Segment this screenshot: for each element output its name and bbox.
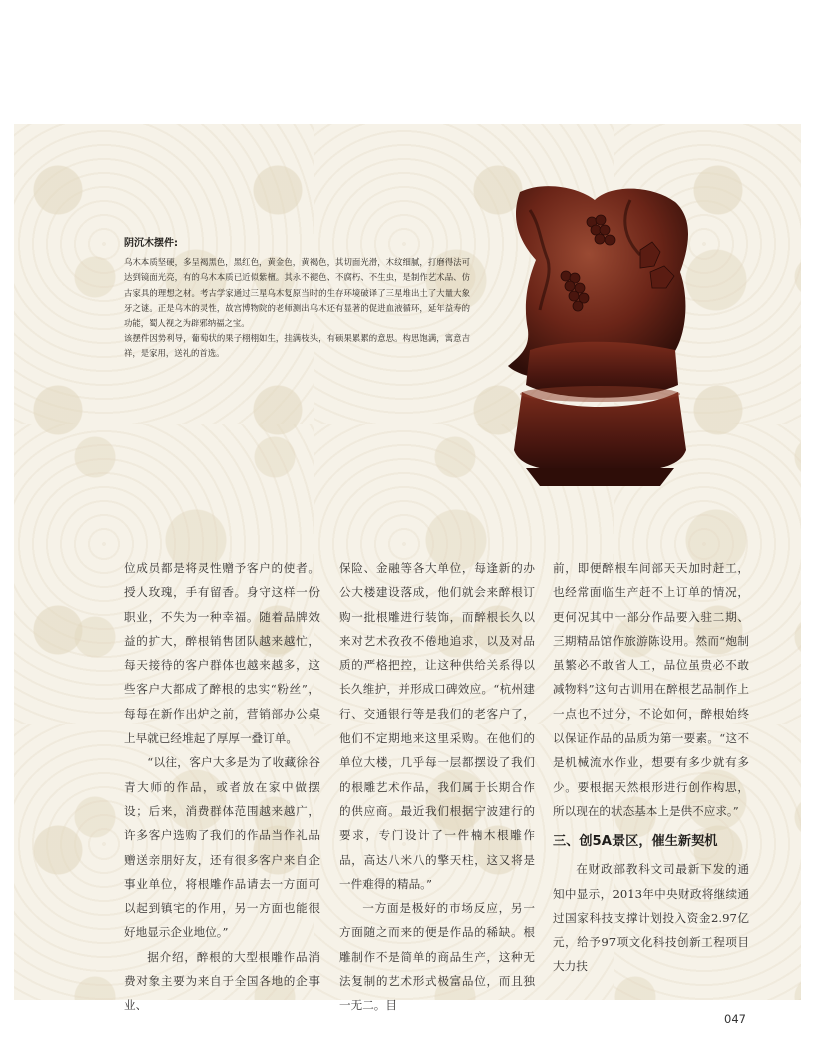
col1-paragraph-3: 据介绍，醉根的大型根雕作品消费对象主要为来自于全国各地的企事业、 — [124, 949, 320, 1013]
col3-paragraph-1: 前，即便醉根车间部天天加时赶工，也经常面临生产赶不上订单的情况，更何况其中一部分作品要入驻二期、三期精品馆作旅游陈设用。然而“炮制虽繁必不敢省人工，品位虽贵必不敢减物料”这句古训用在醉根艺品制作上一点也不过分，不论如何，醉根始终以保证作品的品质为第一要素。“这不是机械流水作业，想要有多少就有多少。要根据天然根形进行创作构思，所以现在的状态基本上是供不应求。” — [553, 561, 749, 818]
section-heading: 三、创5A景区，催生新契机 — [553, 834, 718, 850]
col1-paragraph-1: 位成员都是将灵性赠予客户的使者。授人玫瑰，手有留香。身守这样一份职业，不失为一种幸福。随着品牌效益的扩大，醉根销售团队越来越忙，每天接待的客户群体也越来越多，这些客户大都成了醉根的忠实“粉丝”，每每在新作出炉之前，营销部办公桌上早就已经堆起了厚厚一叠订单。 — [124, 561, 320, 746]
article-column-3 — [553, 556, 749, 979]
caption-paragraph-2: 该摆件因势利导，葡萄状的果子栩栩如生，挂满枝头，有硕果累累的意思。构思饱满，寓意吉祥，是家用，送礼的首选。 — [124, 333, 470, 359]
page-number: 047 — [724, 1012, 746, 1026]
article-column-1 — [124, 556, 320, 1018]
col3-paragraph-2: 在财政部教科文司最新下发的通知中显示，2013年中央财政将继续通过国家科技支撑计划投入资金2.97亿元，给予97项文化科技创新工程项目大力扶 — [553, 862, 749, 974]
col2-paragraph-2: 一方面是极好的市场反应，另一方面随之而来的便是作品的稀缺。根雕制作不是简单的商品生产，这种无法复制的艺术形式极富品位，而且独一无二。目 — [339, 901, 535, 1013]
wood-sculpture-image — [500, 180, 700, 490]
caption-paragraph-1: 乌木本质坚硬，多呈褐黑色，黑红色，黄金色，黄褐色，其切面光滑，木纹细腻，打磨得法可达到镜面光亮，有的乌木本质已近似紫檀。其永不褪色、不腐朽、不生虫，是制作艺术品、仿古家具的理想之材。考古学家通过三星乌木复原当时的生存环境破译了三星堆出土了大量大象牙之谜。正是乌木的灵性，故宫博物院的老师测出乌木还有显著的促进血液循环，延年益寿的功能，蜀人视之为辟邪纳福之宝。 — [124, 257, 470, 329]
col2-paragraph-1: 保险、金融等各大单位，每逢新的办公大楼建设落成，他们就会来醉根订购一批根雕进行装饰，而醉根长久以来对艺术孜孜不倦地追求，以及对品质的严格把控，让这种供给关系得以长久维护，并形成口碑效应。“杭州建行、交通银行等是我们的老客户了，他们不定期地来这里采购。在他们的单位大楼，几乎每一层都摆设了我们的根雕艺术作品，我们属于长期合作的供应商。最近我们根据宁波建行的要求，专门设计了一件楠木根雕作品，高达八米八的擎天柱，这又将是一件难得的精品。” — [339, 561, 535, 891]
article-column-2 — [339, 556, 535, 1018]
col1-paragraph-2: “以往，客户大多是为了收藏徐谷青大师的作品，或者放在家中做摆设；后来，消费群体范围越来越广，许多客户选购了我们的作品当作礼品赠送亲朋好友，还有很多客户来自企事业单位，将根雕作品请去一方面可以起到镇宅的作用，另一方面也能很好地显示企业地位。” — [124, 755, 320, 940]
caption-title: 阴沉木摆件: — [124, 238, 178, 249]
sculpture-caption — [124, 236, 470, 362]
